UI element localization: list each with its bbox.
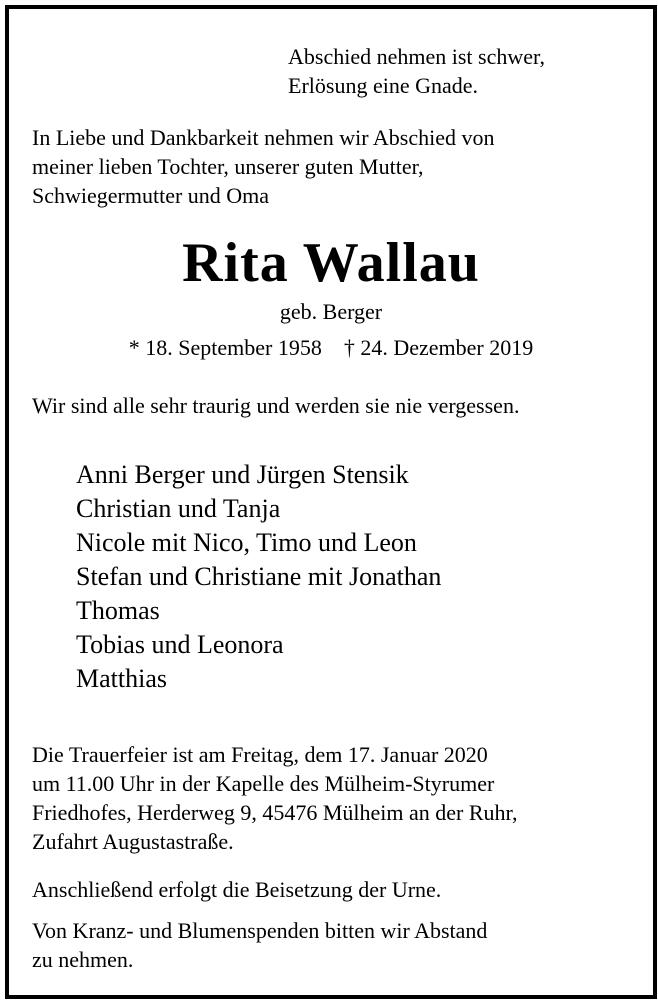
motto-line-2: Erlösung eine Gnade. <box>288 73 478 98</box>
flowers-line-2: zu nehmen. <box>32 947 134 972</box>
mourner: Stefan und Christiane mit Jonathan <box>76 562 442 591</box>
death-date: † 24. Dezember 2019 <box>343 335 534 360</box>
mourner: Matthias <box>76 664 167 693</box>
funeral-line-1: Die Trauerfeier ist am Freitag, dem 17. Januar 2020 <box>32 742 488 767</box>
burial-text: Anschließend erfolgt die Beisetzung der Urne. <box>32 877 442 902</box>
mourner: Tobias und Leonora <box>76 630 284 659</box>
mourner: Anni Berger und Jürgen Stensik <box>76 460 409 489</box>
maiden-name: geb. Berger <box>279 299 383 324</box>
mourners-list <box>76 458 441 696</box>
motto-line-1: Abschied nehmen ist schwer, <box>288 44 545 69</box>
life-dates <box>9 333 653 362</box>
funeral-line-2: um 11.00 Uhr in der Kapelle des Mülheim-Styrumer <box>32 771 495 796</box>
funeral-line-3: Friedhofes, Herderweg 9, 45476 Mülheim an der Ruhr, <box>32 800 518 825</box>
obituary-notice <box>5 5 657 999</box>
flowers-line-1: Von Kranz- und Blumenspenden bitten wir Abstand <box>32 918 488 943</box>
birth-date: * 18. September 1958 <box>128 335 322 360</box>
mourner: Thomas <box>76 596 160 625</box>
deceased-name: Rita Wallau <box>182 232 480 294</box>
intro-line-1: In Liebe und Dankbarkeit nehmen wir Abschied von <box>32 125 495 150</box>
remembrance-text: Wir sind alle sehr traurig und werden sie nie vergessen. <box>32 393 520 418</box>
mourner: Nicole mit Nico, Timo und Leon <box>76 528 417 557</box>
funeral-line-4: Zufahrt Augustastraße. <box>32 829 234 854</box>
mourner: Christian und Tanja <box>76 494 281 523</box>
intro-line-2: meiner lieben Tochter, unserer guten Mutter, <box>32 154 424 179</box>
intro-line-3: Schwiegermutter und Oma <box>32 183 270 208</box>
